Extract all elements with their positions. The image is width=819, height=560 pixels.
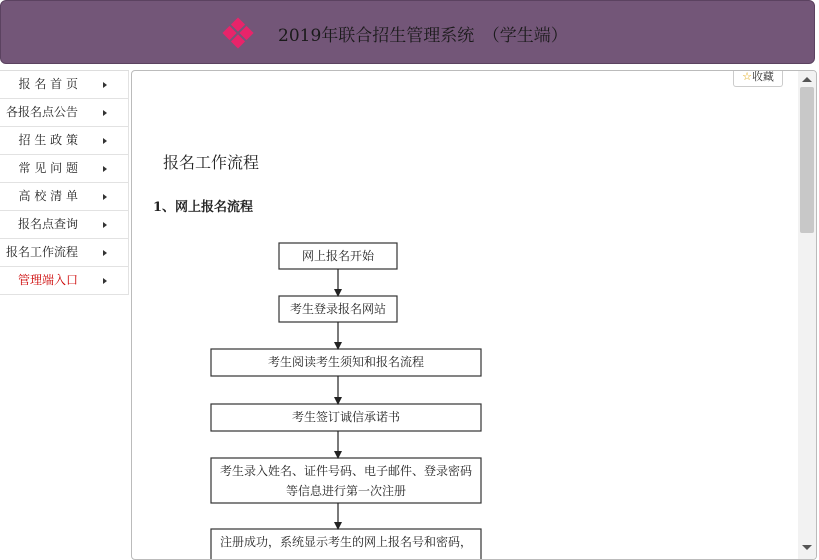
star-icon: ☆ bbox=[742, 70, 752, 83]
sidebar-item-label: 报名点查询 bbox=[17, 217, 78, 231]
content-panel bbox=[131, 70, 817, 560]
sidebar-item-label: 高 校 清 单 bbox=[18, 189, 78, 203]
sidebar-item-site-search[interactable] bbox=[0, 211, 129, 239]
app-header bbox=[0, 0, 815, 64]
sidebar-item-announcements[interactable] bbox=[0, 99, 129, 127]
flow-step-text: 考生签订诚信承诺书 bbox=[291, 410, 400, 424]
scroll-thumb[interactable] bbox=[800, 87, 814, 233]
caret-right-icon bbox=[103, 166, 107, 172]
vertical-scrollbar[interactable] bbox=[798, 71, 816, 560]
flow-step-text: 考生录入姓名、证件号码、电子邮件、登录密码 bbox=[219, 464, 472, 478]
caret-right-icon bbox=[103, 222, 107, 228]
caret-right-icon bbox=[103, 194, 107, 200]
sidebar-item-label: 管理端入口 bbox=[17, 273, 78, 287]
sidebar-item-home[interactable] bbox=[0, 71, 129, 99]
caret-right-icon bbox=[103, 250, 107, 256]
sidebar-item-label: 招 生 政 策 bbox=[18, 133, 78, 147]
sidebar-item-label: 常 见 问 题 bbox=[18, 161, 78, 175]
sidebar-item-faq[interactable] bbox=[0, 155, 129, 183]
flow-step-text: 考生登录报名网站 bbox=[289, 302, 386, 316]
caret-right-icon bbox=[103, 82, 107, 88]
app-title: 2019年联合招生管理系统 （学生端） bbox=[278, 26, 568, 46]
flow-step-text: 考生阅读考生须知和报名流程 bbox=[267, 355, 424, 369]
sidebar-item-label: 报 名 首 页 bbox=[18, 77, 78, 91]
sidebar-item-colleges[interactable] bbox=[0, 183, 129, 211]
flow-step-text: 注册成功，系统显示考生的网上报名号和密码， bbox=[219, 535, 472, 549]
caret-right-icon bbox=[103, 110, 107, 116]
bookmark-label: 收藏 bbox=[751, 70, 774, 83]
sidebar-item-label: 各报名点公告 bbox=[5, 105, 78, 119]
logo-icon bbox=[217, 17, 259, 49]
page-title: 报名工作流程 bbox=[163, 153, 260, 172]
flow-step-text: 等信息进行第一次注册 bbox=[285, 484, 406, 498]
section-title: 1、网上报名流程 bbox=[153, 200, 254, 215]
caret-right-icon bbox=[103, 278, 107, 284]
flow-step-text: 网上报名开始 bbox=[301, 249, 374, 263]
sidebar-item-policy[interactable] bbox=[0, 127, 129, 155]
sidebar-item-admin-entry[interactable] bbox=[0, 267, 129, 295]
scroll-up-arrow-icon[interactable] bbox=[802, 77, 812, 82]
sidebar-item-workflow[interactable] bbox=[0, 239, 129, 267]
sidebar-nav bbox=[0, 70, 129, 295]
scroll-down-arrow-icon[interactable] bbox=[802, 545, 812, 550]
sidebar-item-label: 报名工作流程 bbox=[5, 245, 78, 259]
caret-right-icon bbox=[103, 138, 107, 144]
